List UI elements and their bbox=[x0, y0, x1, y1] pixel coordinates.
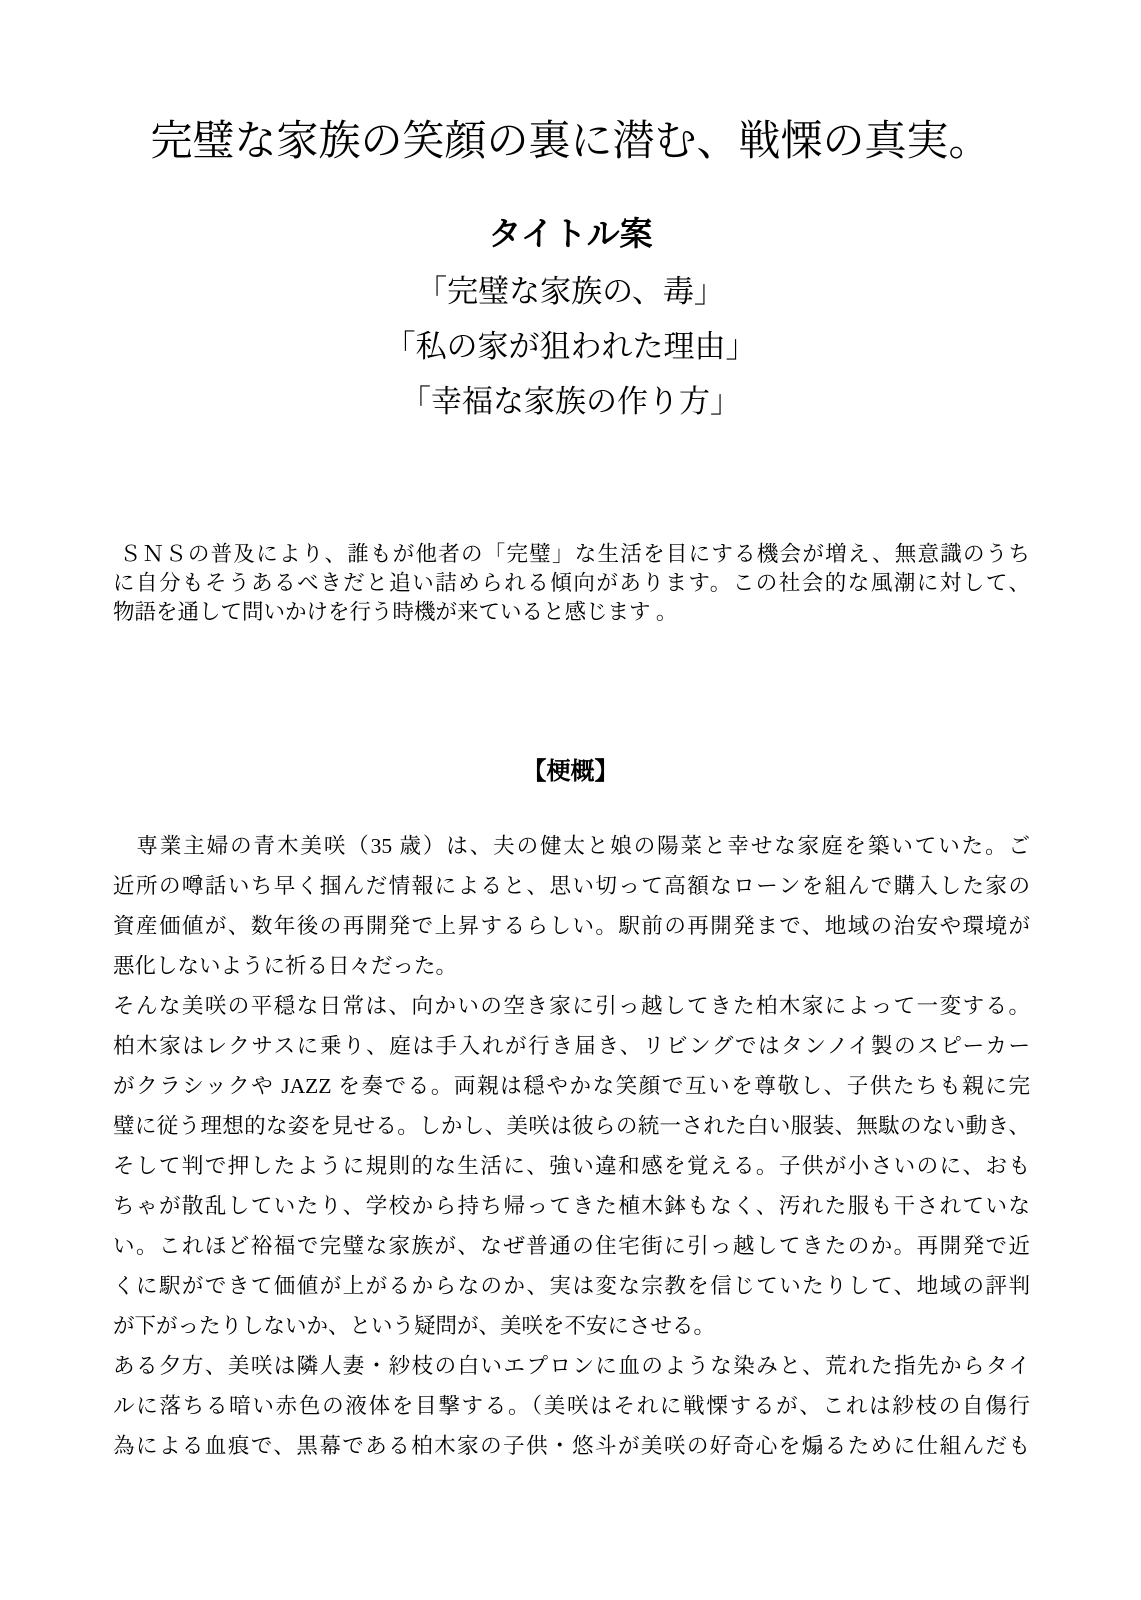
title-proposal: 「完璧な家族の、毒」 bbox=[416, 274, 725, 309]
title-proposals-list bbox=[0, 264, 1141, 429]
concept-note-line: ＳＮＳの普及により、誰もが他者の「完璧」な生活を目にする機会が増え、無意識のうち bbox=[113, 542, 1031, 566]
synopsis-line: ある夕方、美咲は隣人妻・紗枝の白いエプロンに血のような染みと、荒れた指先からタイ bbox=[113, 1354, 1030, 1378]
synopsis-body bbox=[113, 826, 1030, 1466]
synopsis-line: い。これほど裕福で完璧な家族が、なぜ普通の住宅街に引っ越してきたのか。再開発で近 bbox=[113, 1234, 1030, 1258]
title-proposal: 「幸福な家族の作り方」 bbox=[400, 384, 741, 419]
synopsis-line: くに駅ができて価値が上がるからなのか、実は変な宗教を信じていたりして、地域の評判 bbox=[113, 1274, 1030, 1298]
synopsis-line: 柏木家はレクサスに乗り、庭は手入れが行き届き、リビングではタンノイ製のスピーカー bbox=[113, 1034, 1030, 1058]
concept-note-line: 物語を通して問いかけを行う時機が来ていると感じます 。 bbox=[113, 600, 678, 624]
synopsis-line: 専業主婦の青木美咲（35 歳）は、夫の健太と娘の陽菜と幸せな家庭を築いていた。ご bbox=[113, 834, 1030, 858]
synopsis-line: ルに落ちる暗い赤色の液体を目撃する。（美咲はそれに戦慄するが、これは紗枝の自傷行 bbox=[113, 1394, 1030, 1418]
synopsis-line: 悪化しないように祈る日々だった。 bbox=[113, 954, 458, 978]
synopsis-heading: 【梗概】 bbox=[522, 758, 619, 785]
concept-note-line: に自分もそうあるべきだと追い詰められる傾向があります。この社会的な風潮に対して、 bbox=[113, 571, 1030, 595]
synopsis-line: がクラシックや JAZZ を奏でる。両親は穏やかな笑顔で互いを尊敬し、子供たちも親に完 bbox=[113, 1074, 1030, 1098]
title-proposals-heading: タイトル案 bbox=[488, 215, 653, 252]
synopsis-line: ちゃが散乱していたり、学校から持ち帰ってきた植木鉢もなく、汚れた服も干されていな bbox=[113, 1194, 1030, 1218]
synopsis-line: が下がったりしないか、という疑問が、美咲を不安にさせる。 bbox=[113, 1314, 716, 1338]
synopsis-line: 近所の噂話いち早く掴んだ情報によると、思い切って高額なローンを組んで購入した家の bbox=[113, 874, 1030, 898]
synopsis-line: 資産価値が、数年後の再開発で上昇するらしい。駅前の再開発まで、地域の治安や環境が bbox=[113, 914, 1030, 938]
synopsis-line: 為による血痕で、黒幕である柏木家の子供・悠斗が美咲の好奇心を煽るために仕組んだも bbox=[113, 1434, 1030, 1458]
synopsis-line: 璧に従う理想的な姿を見せる。しかし、美咲は彼らの統一された白い服装、無駄のない動き、 bbox=[113, 1114, 1030, 1138]
synopsis-line: そんな美咲の平穏な日常は、向かいの空き家に引っ越してきた柏木家によって一変する。 bbox=[113, 994, 1030, 1018]
concept-note bbox=[113, 540, 1030, 627]
synopsis-line: そして判で押したように規則的な生活に、強い違和感を覚える。子供が小さいのに、おも bbox=[113, 1154, 1030, 1178]
title-proposal: 「私の家が狙われた理由」 bbox=[384, 329, 757, 364]
headline: 完璧な家族の笑顔の裏に潜む、戦慄の真実。 bbox=[150, 119, 991, 165]
